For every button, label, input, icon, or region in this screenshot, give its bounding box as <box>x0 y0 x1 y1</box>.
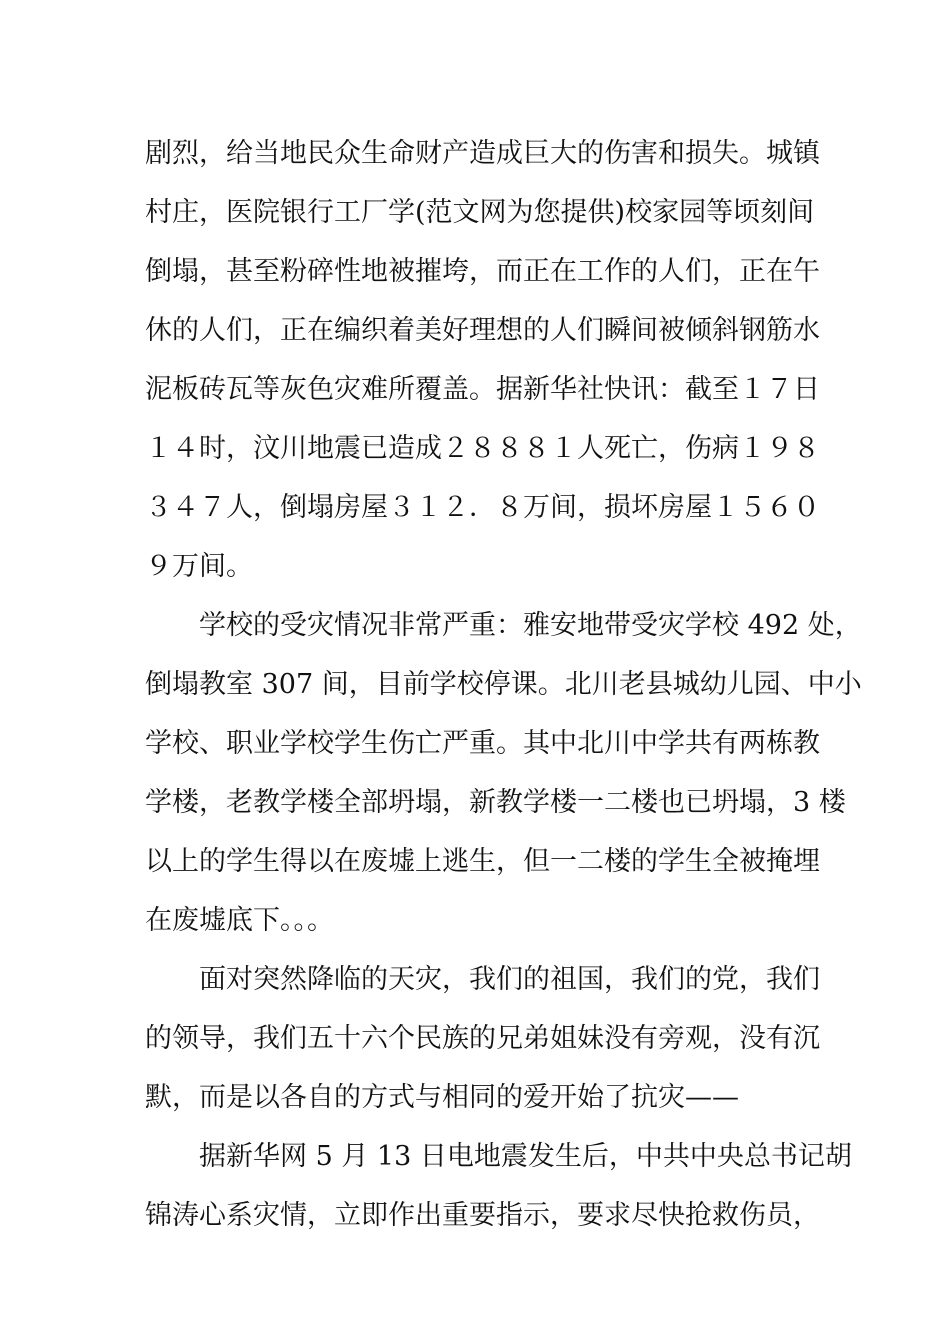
text-line: １４时，汶川地震已造成２８８８１人死亡，伤病１９８ <box>145 433 820 464</box>
text-line: 据新华网 5 月 13 日电地震发生后，中共中央总书记胡 <box>199 1141 852 1172</box>
text-line: 面对突然降临的天灾，我们的祖国，我们的党，我们 <box>199 964 820 995</box>
text-line: 村庄，医院银行工厂学(范文网为您提供)校家园等顷刻间 <box>145 197 815 228</box>
text-line: 的领导，我们五十六个民族的兄弟姐妹没有旁观，没有沉 <box>145 1023 820 1054</box>
text-line: 学校的受灾情况非常严重：雅安地带受灾学校 492 处， <box>199 610 862 641</box>
document-body <box>145 124 862 1245</box>
text-line: 默，而是以各自的方式与相同的爱开始了抗灾—— <box>145 1082 739 1113</box>
text-line: 泥板砖瓦等灰色灾难所覆盖。据新华社快讯：截至１７日 <box>145 374 820 405</box>
text-line: ３４７人，倒塌房屋３１２．８万间，损坏房屋１５６０ <box>145 492 820 523</box>
text-line: 倒塌教室 307 间，目前学校停课。北川老县城幼儿园、中小 <box>145 669 862 700</box>
text-line: 在废墟底下。。。 <box>145 905 334 936</box>
text-line: 倒塌，甚至粉碎性地被摧垮，而正在工作的人们，正在午 <box>145 256 820 287</box>
text-line: 休的人们，正在编织着美好理想的人们瞬间被倾斜钢筋水 <box>145 315 820 346</box>
text-line: ９万间。 <box>145 551 253 582</box>
text-line: 学楼，老教学楼全部坍塌，新教学楼一二楼也已坍塌，3 楼 <box>145 787 846 818</box>
text-line: 锦涛心系灾情，立即作出重要指示，要求尽快抢救伤员， <box>145 1200 820 1231</box>
text-line: 以上的学生得以在废墟上逃生，但一二楼的学生全被掩埋 <box>145 846 820 877</box>
text-line: 剧烈，给当地民众生命财产造成巨大的伤害和损失。城镇 <box>145 138 820 169</box>
text-line: 学校、职业学校学生伤亡严重。其中北川中学共有两栋教 <box>145 728 820 759</box>
